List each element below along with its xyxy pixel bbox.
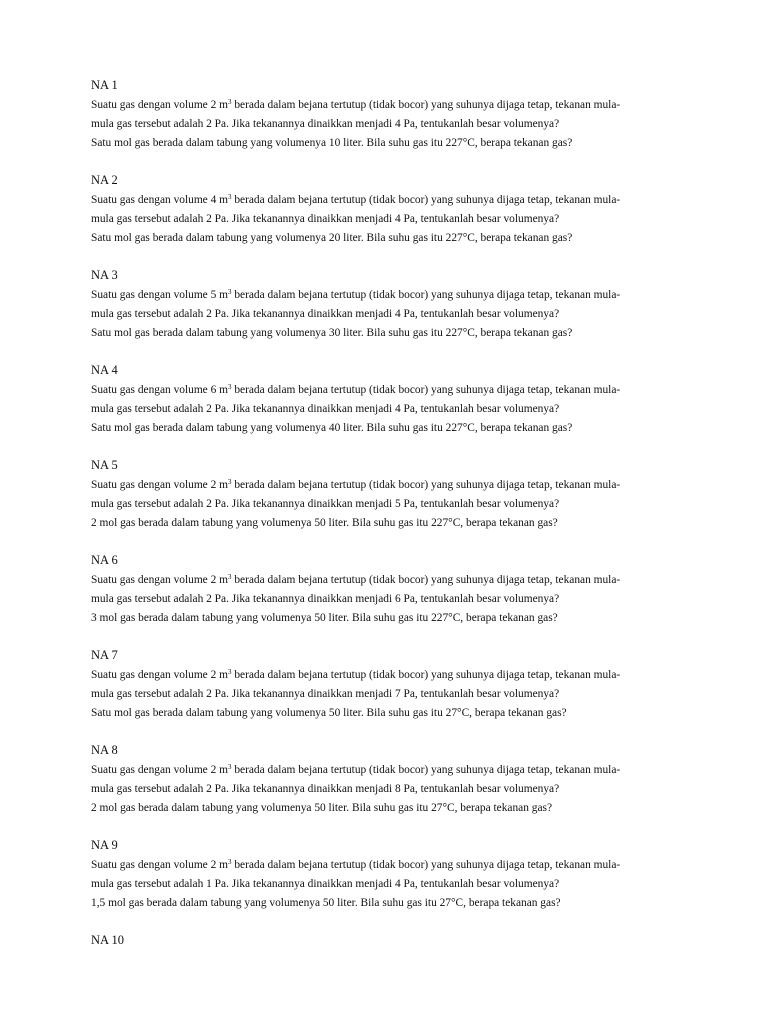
problem-line-3: 2 mol gas berada dalam tabung yang volumenya 50 liter. Bila suhu gas itu 27°C, berapa tekanan gas? — [91, 802, 553, 814]
problem-line-2: mula gas tersebut adalah 2 Pa. Jika tekanannya dinaikkan menjadi 5 Pa, tentukanlah besar volumenya? — [91, 498, 560, 510]
superscript-unit: 3 — [227, 763, 232, 771]
problem-line-1 — [91, 381, 691, 400]
text-fragment: berada dalam bejana tertutup (tidak bocor) yang suhunya dijaga tetap, tekanan mula- — [231, 764, 621, 776]
text-fragment: berada dalam bejana tertutup (tidak bocor) yang suhunya dijaga tetap, tekanan mula- — [231, 99, 621, 111]
section-heading: NA 1 — [91, 78, 118, 92]
section-heading: NA 7 — [91, 648, 118, 662]
text-fragment: Suatu gas dengan volume 2 m — [91, 479, 228, 491]
problem-section-2 — [91, 173, 691, 248]
superscript-unit: 3 — [227, 668, 232, 676]
problem-line-2: mula gas tersebut adalah 2 Pa. Jika tekanannya dinaikkan menjadi 4 Pa, tentukanlah besar volumenya? — [91, 308, 560, 320]
problem-line-2: mula gas tersebut adalah 1 Pa. Jika tekanannya dinaikkan menjadi 4 Pa, tentukanlah besar volumenya? — [91, 878, 560, 890]
problem-line-1 — [91, 666, 691, 685]
problem-line-3: Satu mol gas berada dalam tabung yang volumenya 10 liter. Bila suhu gas itu 227°C, berapa tekanan gas? — [91, 137, 573, 149]
problem-line-2: mula gas tersebut adalah 2 Pa. Jika tekanannya dinaikkan menjadi 4 Pa, tentukanlah besar volumenya? — [91, 213, 560, 225]
problem-line-1 — [91, 286, 691, 305]
text-fragment: Suatu gas dengan volume 2 m — [91, 669, 228, 681]
problem-section-5 — [91, 458, 691, 533]
text-fragment: Suatu gas dengan volume 6 m — [91, 384, 228, 396]
problem-line-1 — [91, 571, 691, 590]
problem-line-2: mula gas tersebut adalah 2 Pa. Jika tekanannya dinaikkan menjadi 4 Pa, tentukanlah besar volumenya? — [91, 118, 560, 130]
section-heading: NA 10 — [91, 933, 124, 947]
text-fragment: Suatu gas dengan volume 4 m — [91, 194, 228, 206]
text-fragment: berada dalam bejana tertutup (tidak bocor) yang suhunya dijaga tetap, tekanan mula- — [231, 669, 621, 681]
text-fragment: Suatu gas dengan volume 2 m — [91, 859, 228, 871]
problem-section-8 — [91, 743, 691, 818]
text-fragment: Suatu gas dengan volume 2 m — [91, 764, 228, 776]
problem-line-1 — [91, 761, 691, 780]
problem-line-3: 3 mol gas berada dalam tabung yang volumenya 50 liter. Bila suhu gas itu 227°C, berapa tekanan gas? — [91, 612, 558, 624]
text-fragment: berada dalam bejana tertutup (tidak bocor) yang suhunya dijaga tetap, tekanan mula- — [231, 194, 621, 206]
section-heading: NA 8 — [91, 743, 118, 757]
problem-line-3: 1,5 mol gas berada dalam tabung yang volumenya 50 liter. Bila suhu gas itu 27°C, berapa tekanan gas? — [91, 897, 561, 909]
text-fragment: berada dalam bejana tertutup (tidak bocor) yang suhunya dijaga tetap, tekanan mula- — [231, 289, 621, 301]
problem-section-10 — [91, 933, 691, 951]
problem-line-3: 2 mol gas berada dalam tabung yang volumenya 50 liter. Bila suhu gas itu 227°C, berapa tekanan gas? — [91, 517, 558, 529]
problem-section-6 — [91, 553, 691, 628]
problem-line-1 — [91, 476, 691, 495]
superscript-unit: 3 — [227, 383, 232, 391]
text-fragment: Suatu gas dengan volume 2 m — [91, 99, 228, 111]
problem-section-3 — [91, 268, 691, 343]
problem-line-1 — [91, 96, 691, 115]
problem-line-1 — [91, 191, 691, 210]
problem-section-7 — [91, 648, 691, 723]
problem-line-3: Satu mol gas berada dalam tabung yang volumenya 20 liter. Bila suhu gas itu 227°C, berapa tekanan gas? — [91, 232, 573, 244]
section-heading: NA 6 — [91, 553, 118, 567]
section-heading: NA 5 — [91, 458, 118, 472]
problem-line-3: Satu mol gas berada dalam tabung yang volumenya 40 liter. Bila suhu gas itu 227°C, berapa tekanan gas? — [91, 422, 573, 434]
problem-line-1 — [91, 856, 691, 875]
text-fragment: Suatu gas dengan volume 2 m — [91, 574, 228, 586]
section-heading: NA 3 — [91, 268, 118, 282]
superscript-unit: 3 — [227, 98, 232, 106]
problem-line-2: mula gas tersebut adalah 2 Pa. Jika tekanannya dinaikkan menjadi 8 Pa, tentukanlah besar volumenya? — [91, 783, 560, 795]
superscript-unit: 3 — [227, 193, 232, 201]
problem-line-2: mula gas tersebut adalah 2 Pa. Jika tekanannya dinaikkan menjadi 7 Pa, tentukanlah besar volumenya? — [91, 688, 560, 700]
text-fragment: berada dalam bejana tertutup (tidak bocor) yang suhunya dijaga tetap, tekanan mula- — [231, 859, 621, 871]
section-heading: NA 4 — [91, 363, 118, 377]
text-fragment: berada dalam bejana tertutup (tidak bocor) yang suhunya dijaga tetap, tekanan mula- — [231, 574, 621, 586]
superscript-unit: 3 — [227, 478, 232, 486]
problem-line-3: Satu mol gas berada dalam tabung yang volumenya 30 liter. Bila suhu gas itu 227°C, berapa tekanan gas? — [91, 327, 573, 339]
problem-line-3: Satu mol gas berada dalam tabung yang volumenya 50 liter. Bila suhu gas itu 27°C, berapa tekanan gas? — [91, 707, 567, 719]
problem-section-9 — [91, 838, 691, 913]
problem-section-4 — [91, 363, 691, 438]
text-fragment: berada dalam bejana tertutup (tidak bocor) yang suhunya dijaga tetap, tekanan mula- — [231, 479, 621, 491]
superscript-unit: 3 — [227, 858, 232, 866]
problem-line-2: mula gas tersebut adalah 2 Pa. Jika tekanannya dinaikkan menjadi 4 Pa, tentukanlah besar volumenya? — [91, 403, 560, 415]
superscript-unit: 3 — [227, 573, 232, 581]
text-fragment: berada dalam bejana tertutup (tidak bocor) yang suhunya dijaga tetap, tekanan mula- — [231, 384, 621, 396]
section-heading: NA 2 — [91, 173, 118, 187]
problem-line-2: mula gas tersebut adalah 2 Pa. Jika tekanannya dinaikkan menjadi 6 Pa, tentukanlah besar volumenya? — [91, 593, 560, 605]
superscript-unit: 3 — [227, 288, 232, 296]
section-heading: NA 9 — [91, 838, 118, 852]
problem-section-1 — [91, 78, 691, 153]
text-fragment: Suatu gas dengan volume 5 m — [91, 289, 228, 301]
